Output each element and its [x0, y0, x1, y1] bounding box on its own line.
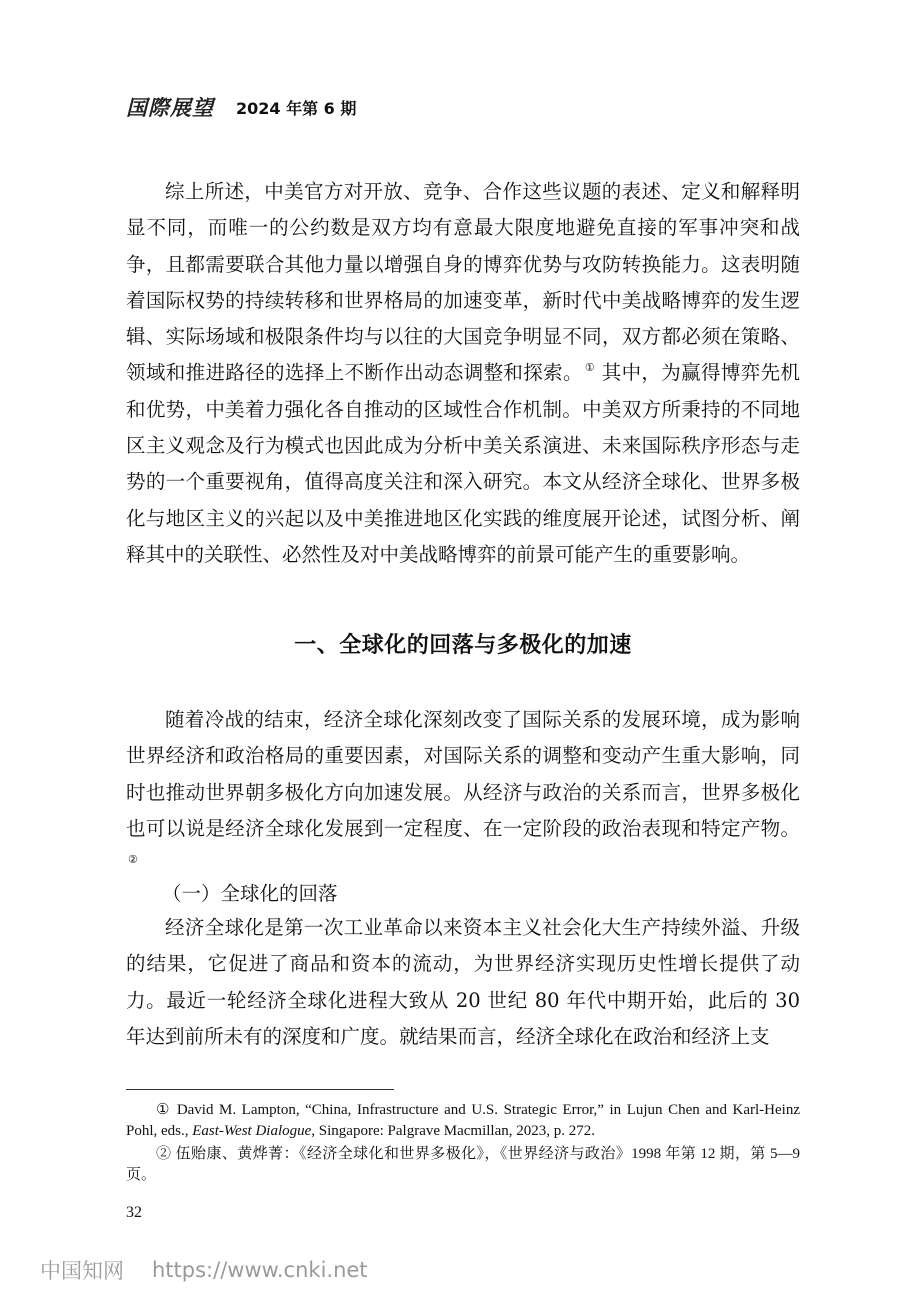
footnote-ref-2[interactable]: ② — [128, 853, 138, 867]
section-paragraph — [126, 702, 800, 883]
section-heading: 一、全球化的回落与多极化的加速 — [294, 633, 632, 658]
footnotes — [126, 1100, 800, 1188]
paragraph-text: 其中，为赢得博弈先机和优势，中美着力强化各自推动的区域性合作机制。中美双方所秉持的不同地区主义观念及行为模式也因此成为分析中美关系演进、未来国际秩序形态与走势的一个重要视角，值得高度关注和深入研究。本文从经济全球化、世界多极化与地区主义的兴起以及中美推进地区化实践的维度展开论述，试图分析、阐释其中的关联性、必然性及对中美战略博弈的前景可能产生的重要影响。 — [126, 361, 800, 566]
paragraph-text: 综上所述，中美官方对开放、竞争、合作这些议题的表述、定义和解释明显不同，而唯一的公约数是双方均有意最大限度地避免直接的军事冲突和战争，且都需要联合其他力量以增强自身的博弈优势与攻防转换能力。这表明随着国际权势的持续转移和世界格局的加速变革，新时代中美战略博弈的发生逻辑、实际场域和极限条件均与以往的大国竞争明显不同，双方都必须在策略、领域和推进路径的选择上不断作出动态调整和探索。 — [126, 180, 800, 385]
watermark-site-name: 中国知网 — [40, 1259, 124, 1283]
page-number: 32 — [126, 1204, 142, 1221]
footnote-1 — [126, 1100, 800, 1142]
paragraph-text: 随着冷战的结束，经济全球化深刻改变了国际关系的发展环境，成为影响世界经济和政治格局的重要因素，对国际关系的调整和变动产生重大影响，同时也推动世界朝多极化方向加速发展。从经济与政治的关系而言，世界多极化也可以说是经济全球化发展到一定程度、在一定阶段的政治表现和特定产物。 — [126, 708, 800, 840]
footnote-book-title: East-West Dialogue — [192, 1123, 312, 1139]
footnote-text: ① David M. Lampton, “China, Infrastructure and U.S. Strategic Error,” in Lujun Chen and Karl-Heinz Pohl, eds., — [126, 1102, 800, 1139]
paragraph-text: 经济全球化是第一次工业革命以来资本主义社会化大生产持续外溢、升级的结果，它促进了商品和资本的流动，为世界经济实现历史性增长提供了动力。最近一轮经济全球化进程大致从 20 世纪 80 年代中期开始，此后的 30 年达到前所未有的深度和广度。就结果而言，经济全球化在政治和经济上支 — [126, 916, 800, 1048]
footnote-text: , Singapore: Palgrave Macmillan, 2023, p. 272. — [311, 1123, 595, 1139]
intro-paragraph — [126, 174, 800, 573]
footnote-2: ② 伍贻康、黄烨菁：《经济全球化和世界多极化》，《世界经济与政治》1998 年第 12 期，第 5—9 页。 — [126, 1146, 800, 1183]
page-header — [126, 92, 356, 122]
watermark — [40, 1255, 368, 1285]
subsection-paragraph — [126, 910, 800, 1055]
subsection-heading: （一）全球化的回落 — [162, 882, 338, 905]
footnote-ref-1[interactable]: ① — [584, 361, 596, 375]
footnote-divider — [126, 1089, 394, 1090]
watermark-url: https://www.cnki.net — [152, 1258, 368, 1282]
journal-logo: 国際展望 — [126, 95, 214, 120]
issue-label: 2024 年第 6 期 — [236, 98, 357, 118]
